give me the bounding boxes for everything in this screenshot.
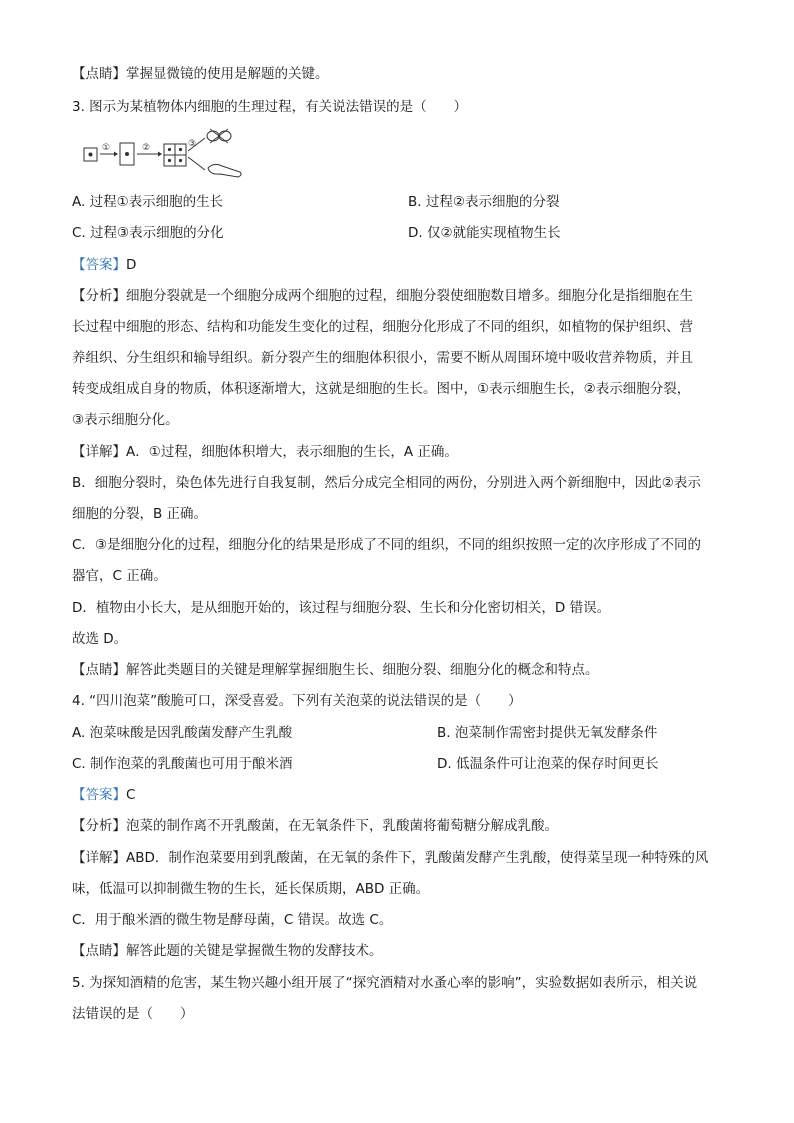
q4-option-d: D. 低温条件可让泡菜的保存时间更长 xyxy=(437,756,659,772)
q4-detail-line: 【详解】ABD．制作泡菜要用到乳酸菌，在无氧的条件下，乳酸菌发酵产生乳酸，使得菜呈现一种特殊的风 xyxy=(72,850,709,866)
q4-answer-label: 【答案】 xyxy=(72,787,126,803)
q3-detail-line: D．植物由小长大，是从细胞开始的，该过程与细胞分裂、生长和分化密切相关，D 错误。 xyxy=(72,600,611,616)
q3-detail-line: 细胞的分裂，B 正确。 xyxy=(72,506,208,522)
arrow-3b xyxy=(188,157,205,170)
q4-option-b: B. 泡菜制作需密封提供无氧发酵条件 xyxy=(437,725,658,741)
cell-group-nucleus xyxy=(179,148,182,151)
cell-process-diagram xyxy=(80,128,270,180)
q3-detail-line: 器官，C 正确。 xyxy=(72,568,167,584)
q3-analysis-line: 【分析】细胞分裂就是一个细胞分成两个细胞的过程，细胞分裂使细胞数目增多。细胞分化是指细胞在生 xyxy=(72,288,693,304)
q4-option-c: C. 制作泡菜的乳酸菌也可用于酿米酒 xyxy=(72,756,293,772)
q3-analysis-line: 转变成组成自身的物质，体积逐渐增大，这就是细胞的生长。图中，①表示细胞生长，②表示细胞分裂， xyxy=(72,381,691,397)
label-1: ① xyxy=(102,143,111,153)
label-3: ③ xyxy=(188,139,197,149)
q3-detail-line: C．③是细胞分化的过程，细胞分化的结果是形成了不同的组织，不同的组织按照一定的次序形成了不同的 xyxy=(72,537,702,553)
cell-group-nucleus xyxy=(168,148,171,151)
guard-cell-left xyxy=(207,131,219,141)
q4-detail-line: 味，低温可以抑制微生物的生长，延长保质期，ABD 正确。 xyxy=(72,881,430,897)
q4-analysis: 【分析】泡菜的制作离不开乳酸菌，在无氧条件下，乳酸菌将葡萄糖分解成乳酸。 xyxy=(72,818,558,834)
q5-stem-line: 5. 为探知酒精的危害，某生物兴趣小组开展了“探究酒精对水蚤心率的影响”，实验数据如表所示，相关说 xyxy=(72,975,698,991)
q3-option-d: D. 仅②就能实现植物生长 xyxy=(408,225,561,241)
cell-2-nucleus xyxy=(125,152,129,156)
q3-answer-value: D xyxy=(126,257,137,273)
q3-option-c: C. 过程③表示细胞的分化 xyxy=(72,225,224,241)
q4-option-a: A. 泡菜味酸是因乳酸菌发酵产生乳酸 xyxy=(72,725,293,741)
q4-answer xyxy=(72,785,135,805)
q3-answer-label: 【答案】 xyxy=(72,257,126,273)
cell-1-nucleus xyxy=(89,153,93,157)
q3-detail-line: 【详解】A．①过程，细胞体积增大，表示细胞的生长，A 正确。 xyxy=(72,444,458,460)
q4-stem: 4. “四川泡菜”酸脆可口，深受喜爱。下列有关泡菜的说法错误的是（ ） xyxy=(72,693,522,709)
root-hair-cell xyxy=(208,164,241,177)
q2-tip: 【点睛】掌握显微镜的使用是解题的关键。 xyxy=(72,66,329,82)
guard-cell-right xyxy=(219,131,231,141)
q4-tip: 【点睛】解答此题的关键是掌握微生物的发酵技术。 xyxy=(72,943,383,959)
q4-detail-line: C．用于酿米酒的微生物是酵母菌，C 错误。故选 C。 xyxy=(72,912,393,928)
label-2: ② xyxy=(142,143,151,153)
q3-detail-line: 故选 D。 xyxy=(72,631,128,647)
q3-analysis-line: 养组织、分生组织和输导组织。新分裂产生的细胞体积很小，需要不断从周围环境中吸收营养物质，并且 xyxy=(72,350,693,366)
q3-tip: 【点睛】解答此类题目的关键是理解掌握细胞生长、细胞分裂、细胞分化的概念和特点。 xyxy=(72,662,599,678)
arrow-2-head xyxy=(158,152,162,157)
q3-option-b: B. 过程②表示细胞的分裂 xyxy=(408,194,560,210)
q3-stem: 3. 图示为某植物体内细胞的生理过程，有关说法错误的是（ ） xyxy=(72,99,468,115)
cell-group-nucleus xyxy=(179,159,182,162)
q3-analysis-line: 长过程中细胞的形态、结构和功能发生变化的过程，细胞分化形成了不同的组织，如植物的保护组织、营 xyxy=(72,319,693,335)
cell-group-nucleus xyxy=(168,159,171,162)
q3-answer xyxy=(72,255,136,275)
q3-detail-line: B．细胞分裂时，染色体先进行自我复制，然后分成完全相同的两份，分别进入两个新细胞中，因此②表示 xyxy=(72,475,701,491)
arrow-1-head xyxy=(114,152,118,157)
q3-option-a: A. 过程①表示细胞的生长 xyxy=(72,194,224,210)
q3-analysis-line: ③表示细胞分化。 xyxy=(72,412,179,428)
q4-answer-value: C xyxy=(126,787,136,803)
q5-stem-line: 法错误的是（ ） xyxy=(72,1006,194,1022)
